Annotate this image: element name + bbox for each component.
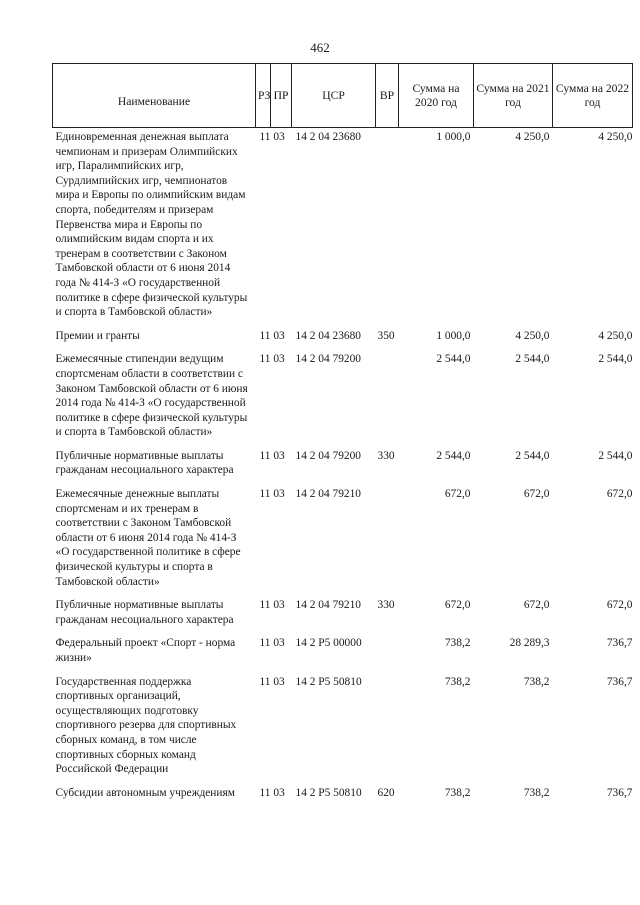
row-sum-2021: 672,0 bbox=[523, 599, 550, 612]
table-body bbox=[53, 128, 633, 810]
row-rz-pr bbox=[256, 352, 292, 449]
row-rz-pr bbox=[256, 449, 292, 487]
row-csr: 14 2 P5 00000 bbox=[295, 637, 362, 650]
header-name: Наименование bbox=[53, 64, 256, 128]
row-sum-2021: 738,2 bbox=[523, 786, 550, 799]
table-header bbox=[53, 64, 633, 128]
row-name: Публичные нормативные выплаты гражданам несоциального характера bbox=[55, 449, 234, 477]
row-sum-2020: 2 544,0 bbox=[436, 449, 471, 462]
row-sum-2021: 672,0 bbox=[523, 488, 550, 501]
header-sum-2020: Сумма на 2020 год bbox=[399, 64, 474, 128]
row-pr: 03 bbox=[273, 449, 285, 462]
row-vr: 620 bbox=[377, 786, 395, 799]
row-csr: 14 2 P5 50810 bbox=[295, 675, 362, 688]
row-pr: 03 bbox=[273, 353, 285, 366]
row-rz: 11 bbox=[259, 353, 271, 366]
row-pr: 03 bbox=[273, 675, 285, 688]
row-vr: 330 bbox=[377, 449, 395, 462]
row-sum-2022: 672,0 bbox=[606, 488, 633, 501]
row-pr: 03 bbox=[273, 131, 285, 143]
row-name: Премии и гранты bbox=[55, 329, 140, 342]
row-csr: 14 2 04 79210 bbox=[295, 599, 361, 612]
table-row bbox=[53, 352, 633, 449]
table-row bbox=[53, 449, 633, 487]
row-sum-2022: 736,7 bbox=[606, 675, 633, 688]
table-row bbox=[53, 598, 633, 636]
row-rz: 11 bbox=[259, 786, 271, 799]
row-sum-2022: 672,0 bbox=[606, 599, 633, 612]
budget-table bbox=[52, 63, 633, 809]
row-sum-2022: 4 250,0 bbox=[598, 329, 633, 342]
row-rz-pr bbox=[256, 487, 292, 598]
row-sum-2021: 2 544,0 bbox=[515, 449, 550, 462]
row-rz-pr bbox=[256, 636, 292, 674]
row-rz: 11 bbox=[259, 488, 271, 501]
row-rz-pr bbox=[256, 128, 292, 329]
row-sum-2022: 4 250,0 bbox=[598, 131, 633, 143]
row-rz: 11 bbox=[259, 449, 271, 462]
row-rz-pr bbox=[256, 675, 292, 786]
row-name: Федеральный проект «Спорт - норма жизни» bbox=[55, 637, 236, 664]
row-name: Государственная поддержка спортивных организаций, осуществляющих подготовку спортивного резерва для спортивных сборных команд, в том числе спортивных сборных команд Российской Федерации bbox=[55, 675, 237, 776]
table-row bbox=[53, 675, 633, 786]
row-pr: 03 bbox=[273, 637, 285, 650]
row-sum-2020: 738,2 bbox=[444, 637, 471, 650]
row-vr bbox=[376, 128, 399, 329]
row-csr: 14 2 P5 50810 bbox=[295, 786, 362, 799]
row-csr: 14 2 04 23680 bbox=[295, 329, 361, 342]
row-rz-pr bbox=[256, 329, 292, 353]
row-pr: 03 bbox=[273, 488, 285, 501]
row-rz: 11 bbox=[259, 599, 271, 612]
row-sum-2020: 1 000,0 bbox=[436, 131, 471, 143]
row-sum-2020: 672,0 bbox=[444, 599, 471, 612]
row-sum-2020: 672,0 bbox=[444, 488, 471, 501]
header-sum-2022: Сумма на 2022 год bbox=[553, 64, 633, 128]
row-rz-pr bbox=[256, 786, 292, 810]
row-sum-2020: 738,2 bbox=[444, 675, 471, 688]
row-sum-2021: 2 544,0 bbox=[515, 353, 550, 366]
row-vr bbox=[376, 636, 399, 674]
row-vr bbox=[376, 352, 399, 449]
table-row bbox=[53, 329, 633, 353]
row-sum-2020: 738,2 bbox=[444, 786, 471, 799]
row-pr: 03 bbox=[273, 599, 285, 612]
row-rz: 11 bbox=[259, 131, 271, 143]
row-vr: 350 bbox=[377, 329, 395, 342]
header-sum-2021: Сумма на 2021 год bbox=[474, 64, 553, 128]
header-csr: ЦСР bbox=[292, 64, 376, 128]
row-rz-pr bbox=[256, 598, 292, 636]
row-sum-2020: 1 000,0 bbox=[436, 329, 471, 342]
table-row bbox=[53, 128, 633, 329]
row-vr: 330 bbox=[377, 599, 395, 612]
row-name: Субсидии автономным учреждениям bbox=[55, 786, 235, 799]
table-row bbox=[53, 786, 633, 810]
row-pr: 03 bbox=[273, 786, 285, 799]
table-row bbox=[53, 487, 633, 598]
row-sum-2021: 4 250,0 bbox=[515, 131, 550, 143]
row-sum-2021: 738,2 bbox=[523, 675, 550, 688]
page-number: 462 bbox=[310, 40, 330, 55]
row-sum-2022: 736,7 bbox=[606, 637, 633, 650]
row-sum-2022: 2 544,0 bbox=[598, 449, 633, 462]
row-vr bbox=[376, 487, 399, 598]
row-pr: 03 bbox=[273, 329, 285, 342]
row-csr: 14 2 04 23680 bbox=[295, 131, 361, 143]
row-sum-2022: 736,7 bbox=[606, 786, 633, 799]
row-name: Публичные нормативные выплаты гражданам несоциального характера bbox=[55, 599, 234, 626]
header-pr: ПР bbox=[271, 64, 292, 128]
table-row bbox=[53, 636, 633, 674]
row-rz: 11 bbox=[259, 675, 271, 688]
row-csr: 14 2 04 79200 bbox=[295, 353, 361, 366]
row-name: Ежемесячные стипендии ведущим спортсменам области в соответствии с Законом Тамбовской области от 6 июня 2014 года № 414-З «О государственной политике в сфере физической культуры и спорта в Тамбовской области» bbox=[55, 353, 248, 439]
row-rz: 11 bbox=[259, 329, 271, 342]
header-vr: ВР bbox=[376, 64, 399, 128]
row-rz: 11 bbox=[259, 637, 271, 650]
row-csr: 14 2 04 79200 bbox=[295, 449, 361, 462]
row-csr: 14 2 04 79210 bbox=[295, 488, 361, 501]
row-vr bbox=[376, 675, 399, 786]
row-sum-2020: 2 544,0 bbox=[436, 353, 471, 366]
header-rz: РЗ bbox=[256, 64, 271, 128]
row-sum-2022: 2 544,0 bbox=[598, 353, 633, 366]
row-sum-2021: 4 250,0 bbox=[515, 329, 550, 342]
row-sum-2021: 28 289,3 bbox=[509, 637, 550, 650]
row-name: Ежемесячные денежные выплаты спортсменам и их тренерам в соответствии с Законом Тамбовской области от 6 июня 2014 года № 414-З «О государственной политике в сфере физической культуры и спорта в Тамбовской области» bbox=[55, 488, 241, 588]
row-name: Единовременная денежная выплата чемпионам и призерам Олимпийских игр, Паралимпийских игр, Сурдлимпийских игр, чемпионатов мира и Европы по олимпийским видам спорта, победителям и призерам Первенства мира и Европы по олимпийским видам спорта и их тренерам в соответствии с Законом Тамбовской области от 6 июня 2014 года № 414-З «О государственной политике в сфере физической культуры и спорта в Тамбовской области» bbox=[55, 131, 248, 319]
